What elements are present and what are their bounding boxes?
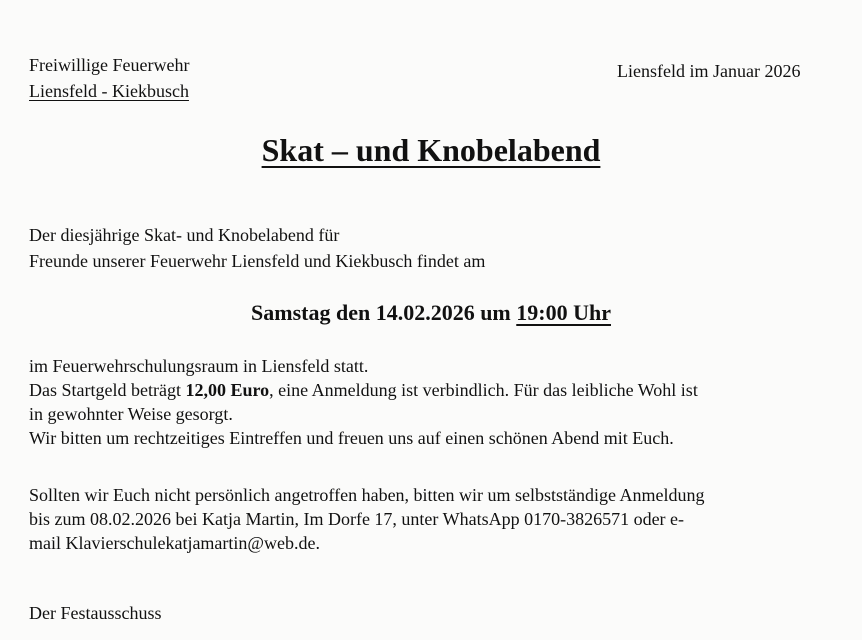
sender-block [29,52,189,104]
contact-line-1: Sollten wir Euch nicht persönlich angetroffen haben, bitten wir um selbstständige Anmeldung [29,485,705,505]
event-date: Samstag den 14.02.2026 um [251,300,517,325]
event-time: 19:00 Uhr [516,300,611,325]
document-title: Skat – und Knobelabend [261,132,601,168]
intro-line-2: Freunde unserer Feuerwehr Liensfeld und Kiekbusch findet am [29,251,486,271]
details-line-4: Wir bitten um rechtzeitiges Eintreffen und freuen uns auf einen schönen Abend mit Euch. [29,428,674,448]
document-title-block [0,130,862,170]
signature: Der Festausschuss [29,603,162,623]
event-datetime [0,298,862,328]
sender-location: Liensfeld - Kiekbusch [29,81,189,101]
details-line-3: in gewohnter Weise gesorgt. [29,404,233,424]
fee-text-post: , eine Anmeldung ist verbindlich. Für das leibliche Wohl ist [269,380,698,400]
fee-text-pre: Das Startgeld beträgt [29,380,186,400]
details-paragraph [29,354,839,450]
place-date: Liensfeld im Januar 2026 [617,61,801,81]
intro-line-1: Der diesjährige Skat- und Knobelabend für [29,225,340,245]
intro-paragraph [29,222,485,274]
contact-paragraph [29,483,839,555]
details-line-2 [29,378,839,402]
contact-line-2: bis zum 08.02.2026 bei Katja Martin, Im Dorfe 17, unter WhatsApp 0170-3826571 oder e- [29,509,685,529]
fee-amount: 12,00 Euro [185,380,270,400]
sender-name: Freiwillige Feuerwehr [29,55,190,75]
details-line-1: im Feuerwehrschulungsraum in Liensfeld statt. [29,356,369,376]
contact-line-3: mail Klavierschulekatjamartin@web.de. [29,533,320,553]
